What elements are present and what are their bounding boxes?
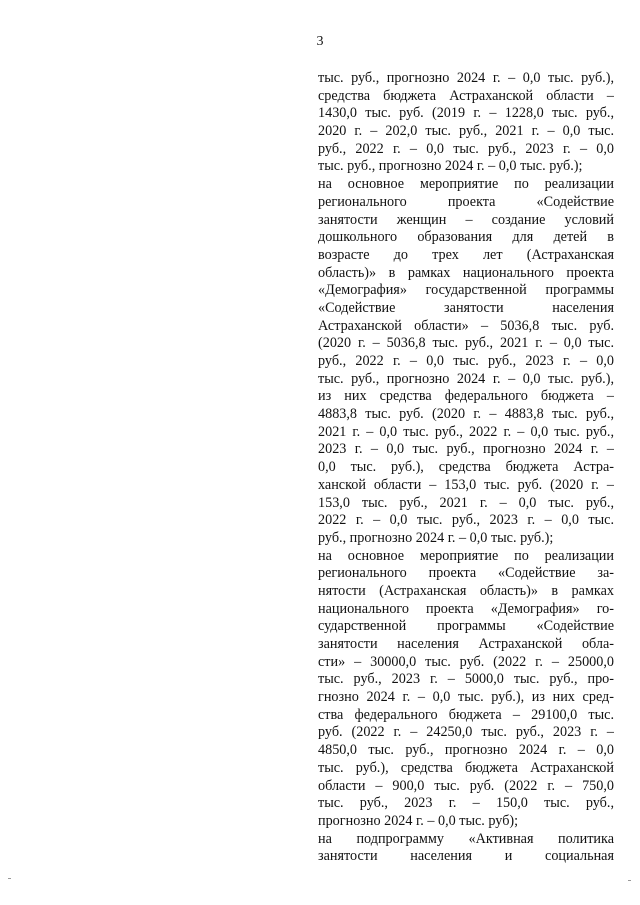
text-line: руб., 2022 г. – 0,0 тыс. руб., 2023 г. – 0,0 (318, 140, 614, 157)
text-line: 2021 г. – 0,0 тыс. руб., 2022 г. – 0,0 тыс. руб., (318, 423, 614, 440)
body-text-column (318, 70, 614, 866)
page-number: 3 (316, 34, 324, 49)
text-line: руб., 2022 г. – 0,0 тыс. руб., 2023 г. – 0,0 (318, 353, 614, 369)
scan-dot (8, 878, 11, 879)
text-line: тыс. руб., 2023 г. – 150,0 тыс. руб., (318, 795, 614, 812)
text-line: 4850,0 тыс. руб., прогнозно 2024 г. – 0,0 (318, 742, 614, 759)
text-line: возрасте до трех лет (Астраханская (318, 246, 614, 263)
text-line: Астраханской области» – 5036,8 тыс. руб. (318, 317, 614, 334)
text-line: области – 900,0 тыс. руб. (2022 г. – 750,0 (318, 777, 614, 794)
text-line: национального проекта «Демография» го- (318, 600, 614, 617)
text-line: 0,0 тыс. руб.), средства бюджета Астра- (318, 459, 614, 476)
text-line: руб. (2022 г. – 24250,0 тыс. руб., 2023 г. – (318, 724, 614, 741)
text-line: «Содействие занятости населения (318, 299, 614, 316)
text-line: руб., прогнозно 2024 г. – 0,0 тыс. руб.); (318, 529, 554, 546)
text-line: тыс. руб., прогнозно 2024 г. – 0,0 тыс. руб.), (318, 70, 614, 86)
text-line: область)» в рамках национального проекта (318, 264, 614, 281)
text-line: занятости женщин – создание условий (318, 211, 614, 228)
text-line: 2022 г. – 0,0 тыс. руб., 2023 г. – 0,0 тыс. (318, 512, 614, 529)
text-line: занятости населения Астраханской обла- (318, 636, 614, 652)
text-line: гнозно 2024 г. – 0,0 тыс. руб.), из них сред- (318, 689, 614, 706)
text-line: 2020 г. – 202,0 тыс. руб., 2021 г. – 0,0 тыс. (318, 123, 614, 140)
text-line: 153,0 тыс. руб., 2021 г. – 0,0 тыс. руб., (318, 494, 614, 511)
text-line: сти» – 30000,0 тыс. руб. (2022 г. – 25000,0 (318, 653, 614, 670)
text-line: ства федерального бюджета – 29100,0 тыс. (318, 706, 614, 723)
text-line: регионального проекта «Содействие за- (318, 565, 614, 582)
text-line: средства бюджета Астраханской области – (318, 87, 614, 104)
text-line: дошкольного образования для детей в (318, 229, 614, 246)
text-line: 1430,0 тыс. руб. (2019 г. – 1228,0 тыс. руб., (318, 105, 614, 122)
scan-dot (628, 880, 631, 881)
text-line: нятости (Астраханская область)» в рамках (318, 582, 614, 599)
text-line: тыс. руб.), средства бюджета Астраханской (318, 759, 614, 776)
text-line: регионального проекта «Содействие (318, 193, 614, 210)
text-line: сударственной программы «Содействие (318, 618, 614, 635)
text-line: (2020 г. – 5036,8 тыс. руб., 2021 г. – 0,0 тыс. (318, 335, 614, 352)
text-line: на подпрограмму «Активная политика (318, 830, 614, 847)
text-line: на основное мероприятие по реализации (318, 547, 614, 564)
text-line: «Демография» государственной программы (318, 282, 614, 299)
text-line: на основное мероприятие по реализации (318, 176, 614, 193)
text-line: тыс. руб., прогнозно 2024 г. – 0,0 тыс. руб.), (318, 370, 614, 387)
text-line: занятости населения и социальная (318, 848, 614, 865)
text-line: тыс. руб., прогнозно 2024 г. – 0,0 тыс. руб.); (318, 158, 583, 175)
text-line: тыс. руб., 2023 г. – 5000,0 тыс. руб., про- (318, 671, 614, 688)
text-line: 4883,8 тыс. руб. (2020 г. – 4883,8 тыс. руб., (318, 406, 614, 423)
text-line: прогнозно 2024 г. – 0,0 тыс. руб); (318, 812, 519, 829)
text-line: из них средства федерального бюджета – (318, 388, 614, 405)
text-line: ханской области – 153,0 тыс. руб. (2020 г. – (318, 476, 614, 493)
text-line: 2023 г. – 0,0 тыс. руб., прогнозно 2024 г. – (318, 441, 614, 458)
